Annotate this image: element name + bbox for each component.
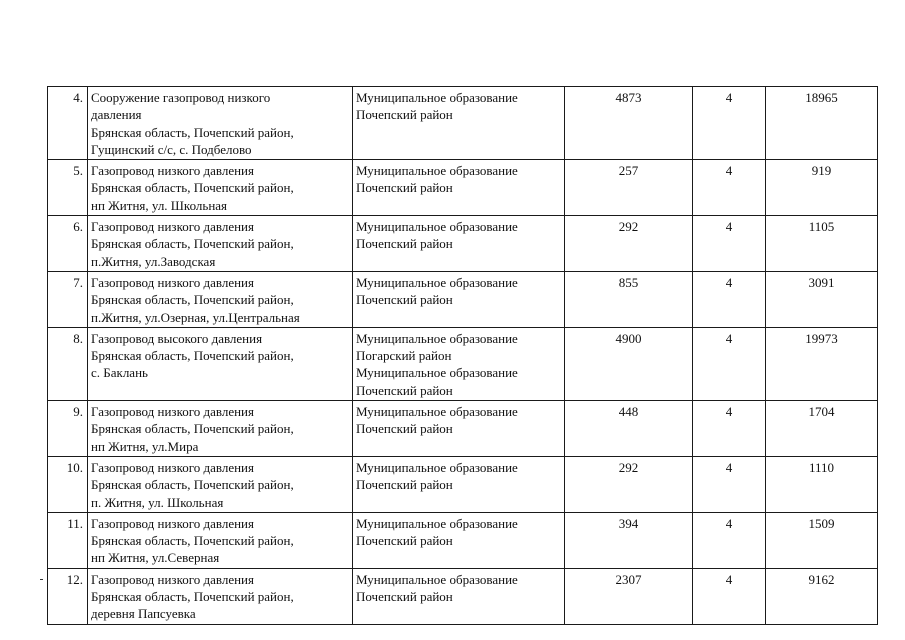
amount-value: 18965 [805, 90, 838, 105]
owner-line: Почепский район [356, 180, 453, 196]
object-name-line: Газопровод низкого давления [91, 571, 254, 587]
owner-cell [353, 456, 565, 512]
object-name-line: Брянская область, Почепский район, [91, 180, 294, 196]
length-value: 4900 [615, 330, 642, 346]
owner-line: Муниципальное образование [356, 571, 518, 587]
object-name-line: Газопровод низкого давления [91, 404, 254, 420]
row-number: 6. [73, 219, 83, 235]
object-name-line: Брянская область, Почепский район, [91, 589, 294, 605]
count-cell [693, 327, 766, 400]
owner-cell [353, 568, 565, 624]
object-name-line: п.Житня, ул.Заводская [91, 253, 216, 269]
owner-line: Муниципальное образование [356, 365, 518, 381]
count-value: 4 [725, 90, 733, 105]
length-value: 292 [618, 219, 639, 235]
count-value: 4 [725, 219, 733, 235]
owner-cell [353, 160, 565, 216]
owner-line: Почепский район [356, 589, 453, 605]
object-name-cell [88, 271, 353, 327]
length-cell [565, 401, 693, 457]
object-name-line: Газопровод низкого давления [91, 459, 254, 475]
row-number: 9. [73, 404, 83, 420]
object-name-line: Гущинский с/с, с. Подбелово [91, 141, 252, 157]
amount-value: 1105 [808, 219, 835, 235]
row-number-cell [48, 568, 88, 624]
amount-value: 1110 [808, 459, 835, 475]
value-cell [766, 160, 878, 216]
object-name-line: нп Житня, ул.Северная [91, 550, 220, 566]
amount-value: 3091 [808, 274, 835, 290]
count-cell [693, 456, 766, 512]
length-cell [565, 271, 693, 327]
value-cell [766, 568, 878, 624]
row-number-cell [48, 216, 88, 272]
owner-line: Муниципальное образование [356, 459, 518, 475]
row-number: 5. [73, 163, 83, 179]
object-name-cell [88, 216, 353, 272]
table-row [48, 271, 878, 327]
value-cell [766, 87, 878, 160]
object-name-line: Газопровод низкого давления [91, 163, 254, 179]
object-name-line: Газопровод низкого давления [91, 515, 254, 531]
row-number-cell [48, 160, 88, 216]
table-row [48, 456, 878, 512]
object-name-line: Брянская область, Почепский район, [91, 292, 294, 308]
count-cell [693, 512, 766, 568]
owner-line: Почепский район [356, 107, 453, 123]
length-value: 448 [618, 404, 639, 420]
row-number-cell [48, 327, 88, 400]
table-row [48, 512, 878, 568]
object-name-line: нп Житня, ул.Мира [91, 438, 199, 454]
object-name-line: Брянская область, Почепский район, [91, 477, 294, 493]
object-name-line: нп Житня, ул. Школьная [91, 197, 228, 213]
amount-value: 1704 [808, 404, 835, 420]
row-number: 8. [73, 330, 83, 346]
owner-line: Почепский район [356, 236, 453, 252]
object-name-cell [88, 401, 353, 457]
object-name-line: Газопровод низкого давления [91, 274, 254, 290]
length-cell [565, 160, 693, 216]
object-name-line: Брянская область, Почепский район, [91, 124, 294, 140]
stray-mark [40, 579, 43, 580]
row-number-cell [48, 271, 88, 327]
owner-line: Муниципальное образование [356, 90, 518, 105]
object-name-line: Брянская область, Почепский район, [91, 421, 294, 437]
value-cell [766, 512, 878, 568]
table-body [48, 87, 878, 625]
count-cell [693, 271, 766, 327]
owner-cell [353, 401, 565, 457]
count-value: 4 [725, 330, 733, 346]
count-value: 4 [725, 163, 733, 179]
object-name-line: давления [91, 107, 142, 123]
object-name-cell [88, 160, 353, 216]
object-name-line: Газопровод высокого давления [91, 330, 263, 346]
owner-line: Погарский район [356, 348, 452, 364]
object-name-line: деревня Папсуевка [91, 606, 196, 622]
row-number-cell [48, 512, 88, 568]
object-name-line: Сооружение газопровод низкого [91, 90, 271, 105]
table-row [48, 327, 878, 400]
object-name-line: п. Житня, ул. Школьная [91, 494, 224, 510]
object-name-line: Газопровод низкого давления [91, 219, 254, 235]
object-name-cell [88, 327, 353, 400]
length-cell [565, 216, 693, 272]
owner-line: Почепский район [356, 292, 453, 308]
owner-cell [353, 327, 565, 400]
amount-value: 19973 [805, 330, 838, 346]
owner-line: Муниципальное образование [356, 219, 518, 235]
value-cell [766, 271, 878, 327]
object-name-line: с. Баклань [91, 365, 148, 381]
row-number: 4. [73, 90, 83, 105]
owner-line: Муниципальное образование [356, 274, 518, 290]
property-table [47, 86, 878, 625]
owner-cell [353, 271, 565, 327]
length-cell [565, 456, 693, 512]
object-name-cell [88, 87, 353, 160]
row-number: 7. [73, 274, 83, 290]
owner-line: Муниципальное образование [356, 163, 518, 179]
owner-line: Почепский район [356, 421, 453, 437]
length-cell [565, 512, 693, 568]
value-cell [766, 456, 878, 512]
object-name-line: Брянская область, Почепский район, [91, 533, 294, 549]
owner-line: Почепский район [356, 533, 453, 549]
object-name-cell [88, 568, 353, 624]
length-cell [565, 87, 693, 160]
owner-line: Муниципальное образование [356, 330, 518, 346]
owner-cell [353, 216, 565, 272]
table-row [48, 216, 878, 272]
length-cell [565, 568, 693, 624]
owner-line: Муниципальное образование [356, 515, 518, 531]
owner-cell [353, 87, 565, 160]
count-cell [693, 216, 766, 272]
length-value: 2307 [615, 571, 642, 587]
row-number: 10. [66, 459, 83, 475]
object-name-cell [88, 456, 353, 512]
value-cell [766, 327, 878, 400]
length-value: 257 [618, 163, 639, 179]
value-cell [766, 401, 878, 457]
table-row [48, 160, 878, 216]
length-value: 855 [618, 274, 639, 290]
count-cell [693, 568, 766, 624]
object-name-cell [88, 512, 353, 568]
count-value: 4 [725, 459, 733, 475]
owner-cell [353, 512, 565, 568]
amount-value: 9162 [808, 571, 835, 587]
count-value: 4 [725, 571, 733, 587]
length-value: 292 [618, 459, 639, 475]
row-number-cell [48, 456, 88, 512]
object-name-line: Брянская область, Почепский район, [91, 348, 294, 364]
row-number-cell [48, 401, 88, 457]
table-row [48, 87, 878, 160]
object-name-line: п.Житня, ул.Озерная, ул.Центральная [91, 309, 300, 325]
count-cell [693, 87, 766, 160]
table-row [48, 401, 878, 457]
amount-value: 1509 [808, 515, 835, 531]
row-number: 11. [67, 515, 83, 531]
table-row [48, 568, 878, 624]
owner-line: Муниципальное образование [356, 404, 518, 420]
count-cell [693, 160, 766, 216]
count-value: 4 [725, 404, 733, 420]
count-cell [693, 401, 766, 457]
owner-line: Почепский район [356, 477, 453, 493]
length-value: 394 [618, 515, 639, 531]
row-number-cell [48, 87, 88, 160]
length-cell [565, 327, 693, 400]
count-value: 4 [725, 515, 733, 531]
length-value: 4873 [615, 90, 642, 105]
value-cell [766, 216, 878, 272]
row-number: 12. [66, 571, 83, 587]
amount-value: 919 [811, 163, 832, 179]
count-value: 4 [725, 274, 733, 290]
owner-line: Почепский район [356, 382, 453, 398]
object-name-line: Брянская область, Почепский район, [91, 236, 294, 252]
